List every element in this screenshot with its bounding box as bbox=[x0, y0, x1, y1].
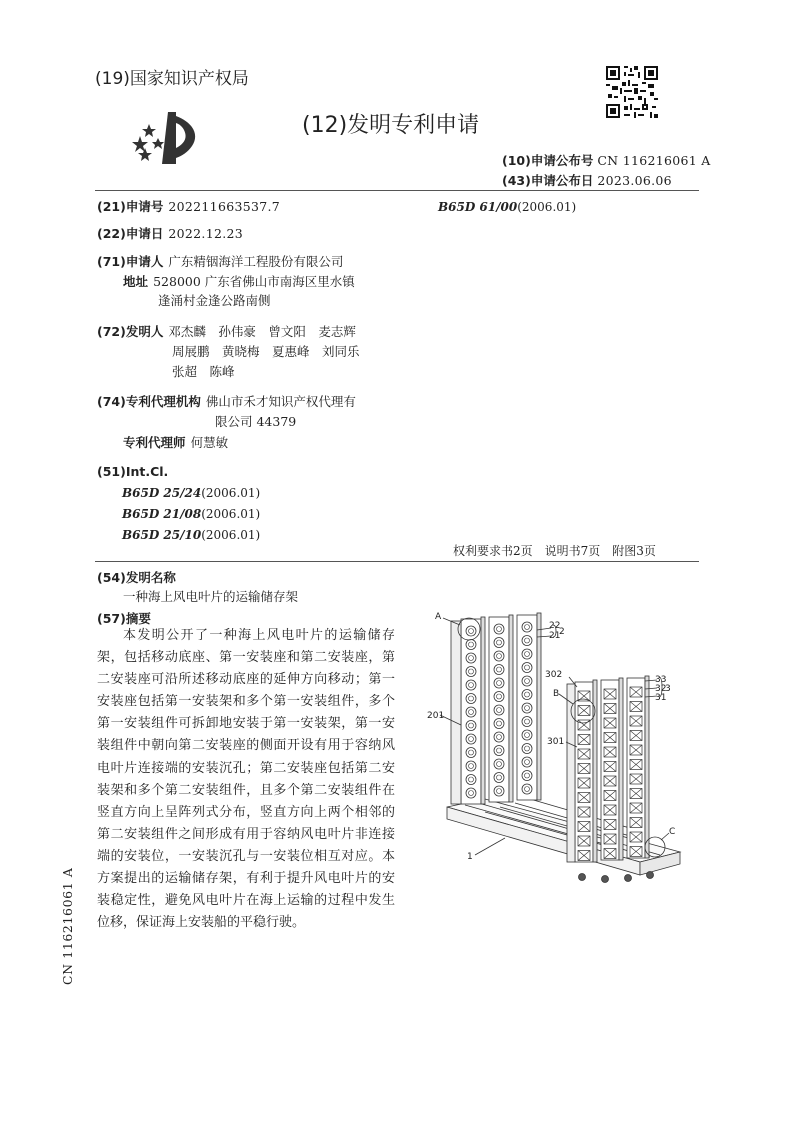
mounting-hole bbox=[466, 748, 476, 758]
mounting-hole bbox=[494, 665, 504, 675]
agent-label: 专利代理师 bbox=[123, 435, 186, 450]
invention-title-label bbox=[97, 567, 176, 586]
figure-label-201: 201 bbox=[427, 711, 445, 721]
applicant-value: 广东精铟海洋工程股份有限公司 bbox=[168, 254, 344, 269]
application-number-label: (21)申请号 bbox=[97, 199, 164, 214]
mounting-hole bbox=[522, 730, 532, 740]
ipc-date: (2006.01) bbox=[201, 528, 261, 542]
mounting-hole bbox=[466, 761, 476, 771]
mounting-hole bbox=[522, 676, 532, 686]
mounting-hole bbox=[466, 694, 476, 704]
document-type: (12)发明专利申请 bbox=[302, 113, 480, 138]
applicant-row bbox=[97, 251, 343, 270]
publication-number-row bbox=[502, 151, 711, 169]
figure-label-B: B bbox=[553, 689, 560, 699]
ipc-entry bbox=[122, 503, 260, 522]
figure-label-32: 32 bbox=[655, 684, 667, 694]
mounting-hole bbox=[494, 638, 504, 648]
qr-code bbox=[606, 66, 658, 118]
mounting-hole bbox=[494, 746, 504, 756]
mounting-hole bbox=[466, 775, 476, 785]
figure-label-2: 2 bbox=[559, 627, 565, 637]
main-ipc-date: (2006.01) bbox=[517, 200, 577, 214]
mounting-hole bbox=[494, 759, 504, 769]
pages-info: 权利要求书2页 说明书7页 附图3页 bbox=[453, 544, 656, 558]
biblio-divider bbox=[95, 561, 699, 562]
application-date-row bbox=[97, 223, 243, 242]
address-label: 地址 bbox=[123, 274, 149, 289]
agency-line-2: 限公司 44379 bbox=[215, 414, 297, 429]
mounting-hole bbox=[522, 744, 532, 754]
inventors-line-3: 张超 陈峰 bbox=[172, 364, 235, 379]
invention-title-label-text: (54)发明名称 bbox=[97, 570, 176, 585]
figure-label-3: 3 bbox=[665, 684, 671, 694]
mounting-hole bbox=[522, 717, 532, 727]
address-line-1: 528000 广东省佛山市南海区里水镇 bbox=[153, 274, 355, 289]
ipc-date: (2006.01) bbox=[201, 507, 261, 521]
mounting-hole bbox=[466, 788, 476, 798]
mounting-hole bbox=[522, 690, 532, 700]
ipc-entry bbox=[122, 524, 260, 543]
ipc-code: B65D 21/08 bbox=[122, 507, 202, 521]
header-divider bbox=[95, 190, 699, 191]
mounting-hole bbox=[466, 667, 476, 677]
figure-label-21: 21 bbox=[549, 631, 561, 641]
mounting-hole bbox=[522, 649, 532, 659]
application-date-value: 2022.12.23 bbox=[168, 226, 243, 241]
mounting-hole bbox=[466, 640, 476, 650]
agency-row bbox=[97, 391, 356, 410]
mounting-hole bbox=[494, 678, 504, 688]
application-number-value: 202211663537.7 bbox=[168, 199, 280, 214]
main-ipc-code: B65D 61/00 bbox=[438, 200, 518, 214]
ipc-code: B65D 25/24 bbox=[122, 486, 202, 500]
agent-value: 何慧敏 bbox=[190, 435, 229, 450]
mounting-hole bbox=[466, 721, 476, 731]
inventors-line-2: 周展鹏 黄晓梅 夏惠峰 刘同乐 bbox=[172, 344, 360, 359]
mounting-hole bbox=[466, 734, 476, 744]
inventors-line-1: 邓杰麟 孙伟豪 曾文阳 麦志辉 bbox=[168, 324, 356, 339]
figure-label-33: 33 bbox=[655, 675, 667, 685]
mounting-hole bbox=[466, 653, 476, 663]
mounting-hole bbox=[522, 703, 532, 713]
invention-title: 一种海上风电叶片的运输储存架 bbox=[123, 589, 299, 604]
mounting-hole bbox=[466, 680, 476, 690]
applicant-label: (71)申请人 bbox=[97, 254, 164, 269]
mounting-hole bbox=[494, 732, 504, 742]
publication-date-row bbox=[502, 171, 672, 189]
application-number-row bbox=[97, 196, 280, 215]
mounting-hole bbox=[466, 626, 476, 636]
figure-label-22: 22 bbox=[549, 621, 561, 631]
figure-label-301: 301 bbox=[547, 737, 565, 747]
application-date-label: (22)申请日 bbox=[97, 226, 164, 241]
mounting-hole bbox=[522, 771, 532, 781]
abstract-text: 本发明公开了一种海上风电叶片的运输储存架，包括移动底座、第一安装座和第二安装座，第二安装座可沿所述移动底座的延伸方向移动；第一安装座包括第一安装架和多个第一安装组件，多个第一安装组件可拆卸地安装于第一安装架，第一安装组件中朝向第二安装座的侧面开设有用于容纳风电叶片连接端的安装沉孔；第二安装座包括第二安装架和多个第二安装组件，且多个第二安装组件在竖直方向上呈阵列式分布，竖直方向上两个相邻的第二安装组件之间形成有用于容纳风电叶片非连接端的安装位，一安装沉孔与一安装位相互对应。本方案提出的运输储存架，有利于提升风电叶片的安装稳定性，避免风电叶片在海上运输的过程中发生位移，保证海上安装船的平稳行驶。 bbox=[97, 628, 395, 931]
abstract-figure bbox=[425, 607, 690, 892]
agent-row bbox=[123, 432, 228, 451]
figure-label-A: A bbox=[435, 612, 442, 622]
side-publication-number: CN 116216061 A bbox=[60, 867, 75, 985]
address-row bbox=[123, 271, 355, 290]
agency-label: (74)专利代理机构 bbox=[97, 394, 201, 409]
mounting-hole bbox=[494, 705, 504, 715]
cnipa-logo bbox=[132, 108, 204, 166]
ipc-code: B65D 25/10 bbox=[122, 528, 202, 542]
inventors-row bbox=[97, 321, 356, 340]
abstract-label-text: (57)摘要 bbox=[97, 611, 151, 626]
figure-label-1: 1 bbox=[467, 852, 473, 862]
figure-label-302: 302 bbox=[545, 670, 563, 680]
mounting-hole bbox=[494, 624, 504, 634]
agency-line-1: 佛山市禾才知识产权代理有 bbox=[205, 394, 356, 409]
mounting-hole bbox=[494, 651, 504, 661]
mounting-hole bbox=[494, 773, 504, 783]
address-line-2: 逢涌村金逢公路南侧 bbox=[158, 293, 271, 308]
mounting-hole bbox=[522, 784, 532, 794]
publication-number-value: CN 116216061 A bbox=[597, 153, 711, 168]
mounting-hole bbox=[494, 786, 504, 796]
issuing-office: (19)国家知识产权局 bbox=[95, 69, 249, 89]
inventors-label: (72)发明人 bbox=[97, 324, 164, 339]
publication-date-value: 2023.06.06 bbox=[597, 173, 672, 188]
figure-label-C: C bbox=[669, 827, 676, 837]
publication-date-label: (43)申请公布日 bbox=[502, 173, 594, 188]
mounting-hole bbox=[466, 707, 476, 717]
mounting-hole bbox=[494, 692, 504, 702]
mounting-hole bbox=[522, 757, 532, 767]
figure-label-31: 31 bbox=[655, 693, 667, 703]
mounting-hole bbox=[522, 663, 532, 673]
mounting-hole bbox=[522, 622, 532, 632]
ipc-entry bbox=[122, 482, 260, 501]
publication-number-label: (10)申请公布号 bbox=[502, 153, 594, 168]
main-ipc bbox=[438, 196, 576, 215]
mounting-hole bbox=[494, 719, 504, 729]
ipc-date: (2006.01) bbox=[201, 486, 261, 500]
mounting-hole bbox=[522, 636, 532, 646]
intcl-label: (51)Int.Cl. bbox=[97, 464, 169, 479]
intcl-row bbox=[97, 461, 168, 480]
